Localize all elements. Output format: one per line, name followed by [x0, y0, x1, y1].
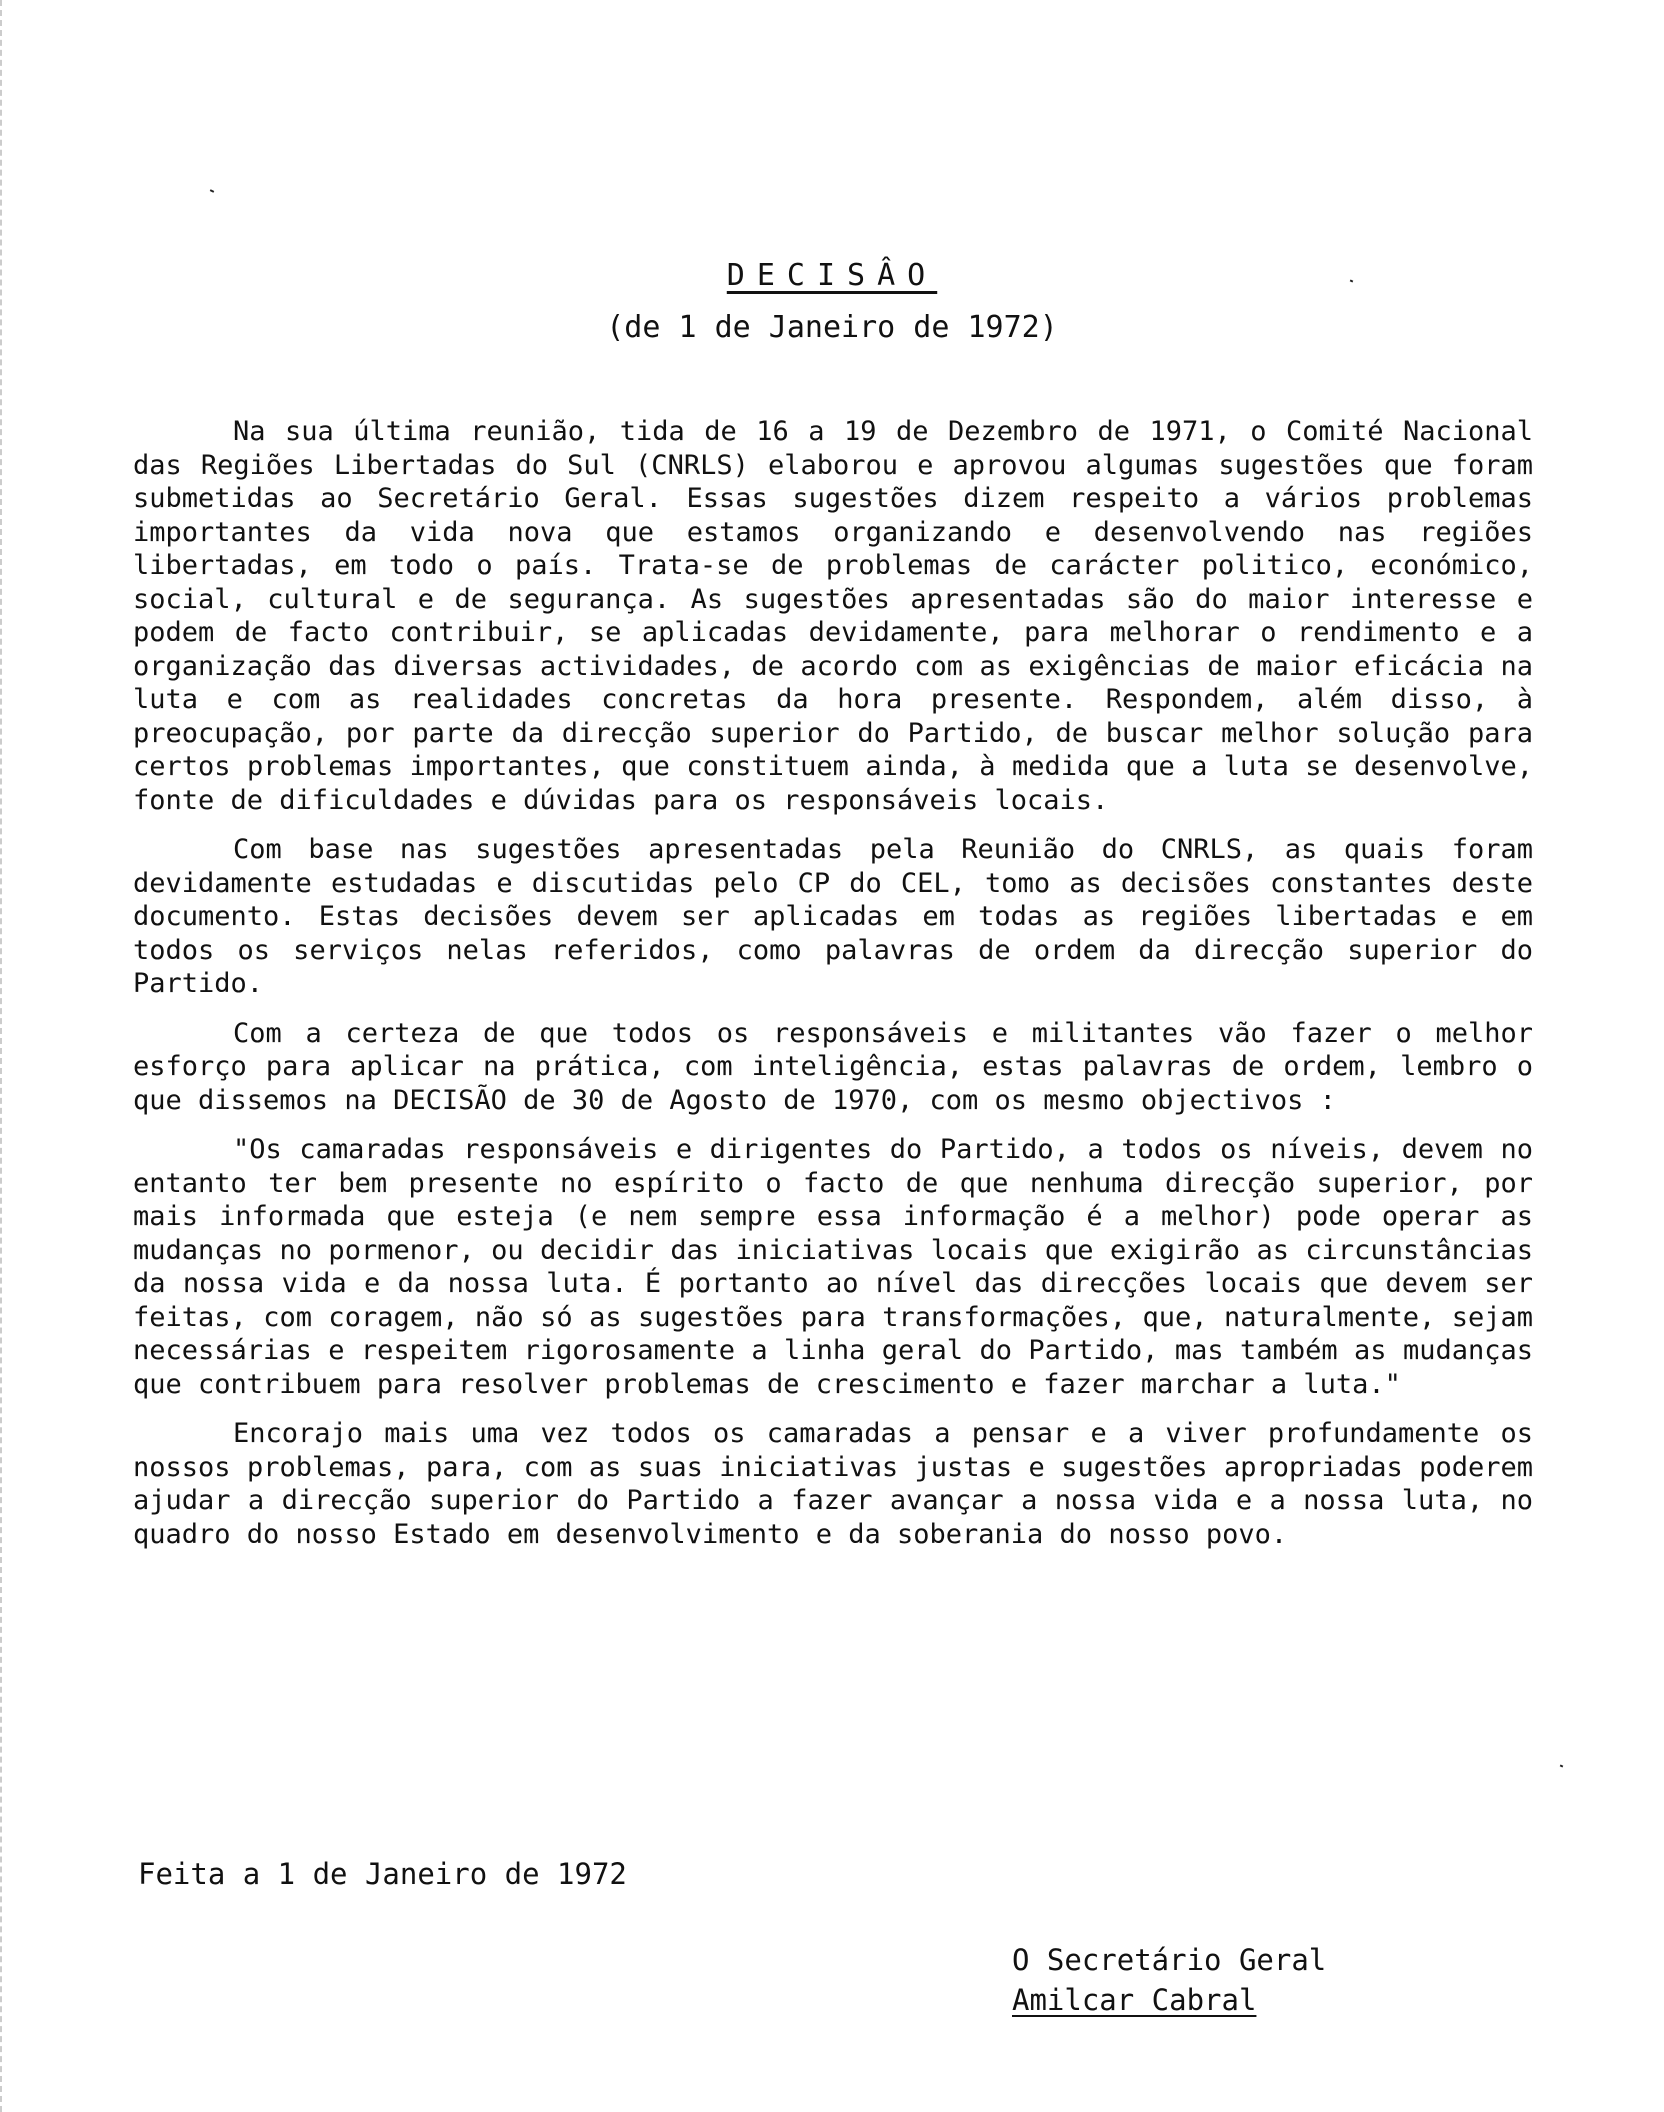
scan-speck [210, 189, 214, 193]
closing-date-line: Feita a 1 de Janeiro de 1972 [138, 1857, 627, 1891]
document-title: DECISÂO [726, 258, 938, 293]
document-body [133, 415, 1533, 1567]
signature-block [1012, 1940, 1326, 2020]
document-date-subtitle: (de 1 de Janeiro de 1972) [606, 310, 1058, 345]
paragraph-2: Com base nas sugestões apresentadas pela Reunião do CNRLS, as quais foram devidamente estudadas e discutidas pelo CP do CEL, tomo as decisões constantes deste documento. Estas decisões devem ser aplicadas em todas as regiões libertadas e em todos os serviços nelas referidos, como palavras de ordem da direcção superior do Partido. [133, 834, 1533, 999]
paragraph-5: Encorajo mais uma vez todos os camaradas a pensar e a viver profundamente os nossos problemas, para, com as suas iniciativas justas e sugestões apropriadas poderem ajudar a direcção superior do Partido a fazer avançar a nossa vida e a nossa luta, no quadro do nosso Estado em desenvolvimento e da soberania do nosso povo. [133, 1418, 1533, 1550]
paragraph-1: Na sua última reunião, tida de 16 a 19 de Dezembro de 1971, o Comité Nacional das Regiões Libertadas do Sul (CNRLS) elaborou e aprovou algumas sugestões que foram submetidas ao Secretário Geral. Essas sugestões dizem respeito a vários problemas importantes da vida nova que estamos organizando e desenvolvendo nas regiões libertadas, em todo o país. Trata-se de problemas de carácter politico, económico, social, cultural e de segurança. As sugestões apresentadas são do maior interesse e podem de facto contribuir, se aplicadas devidamente, para melhorar o rendimento e a organização das diversas actividades, de acordo com as exigências de maior eficácia na luta e com as realidades concretas da hora presente. Respondem, além disso, à preocupação, por parte da direcção superior do Partido, de buscar melhor solução para certos problemas importantes, que constituem ainda, à medida que a luta se desenvolve, fonte de dificuldades e dúvidas para os responsáveis locais. [133, 416, 1533, 816]
paragraph-4-quote: "Os camaradas responsáveis e dirigentes do Partido, a todos os níveis, devem no entanto ter bem presente no espírito o facto de que nenhuma direcção superior, por mais informada que esteja (e nem sempre essa informação é a melhor) pode operar as mudanças no pormenor, ou decidir das iniciativas locais que exigirão as circunstâncias da nossa vida e da nossa luta. É portanto ao nível das direcções locais que devem ser feitas, com coragem, não só as sugestões para transformações, que, naturalmente, sejam necessárias e respeitem rigorosamente a linha geral do Partido, mas também as mudanças que contribuem para resolver problemas de crescimento e fazer marchar a luta." [133, 1134, 1533, 1400]
paragraph-3: Com a certeza de que todos os responsáveis e militantes vão fazer o melhor esforço para aplicar na prática, com inteligência, estas palavras de ordem, lembro o que dissemos na DECISÃO de 30 de Agosto de 1970, com os mesmo objectivos : [133, 1017, 1533, 1116]
signature-name: Amilcar Cabral [1012, 1983, 1257, 2017]
scan-speck [1560, 1764, 1564, 1767]
signature-title: O Secretário Geral [1012, 1943, 1327, 1977]
